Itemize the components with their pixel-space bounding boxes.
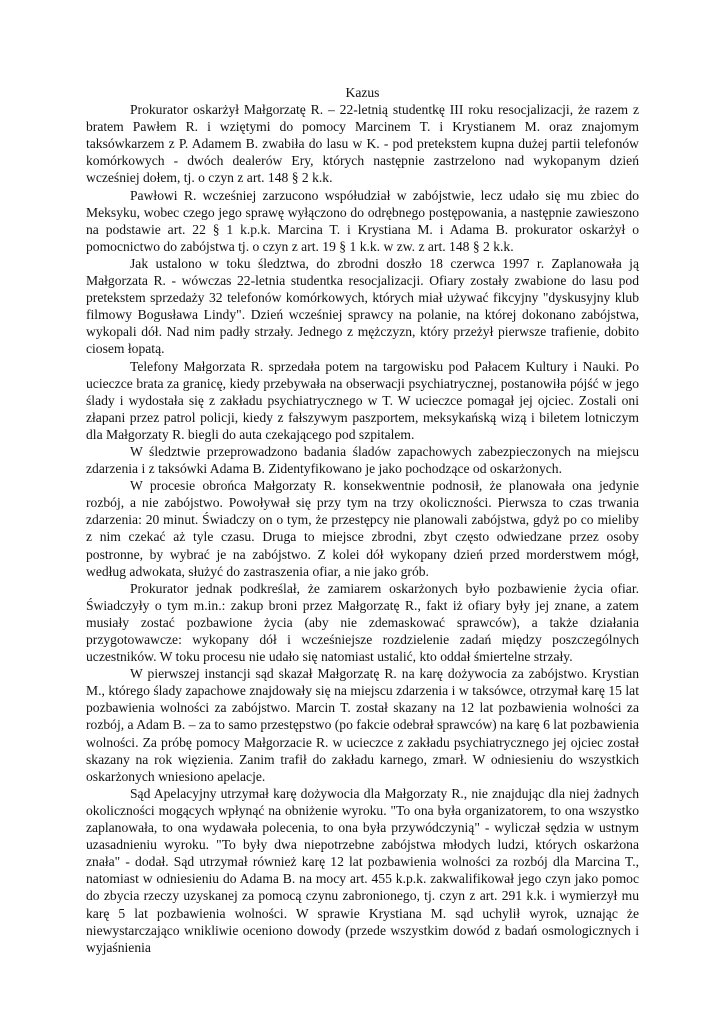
paragraph-phones-escape: Telefony Małgorzata R. sprzedała potem na targowisku pod Pałacem Kultury i Nauki. Po ucieczce brata za granicę, kiedy przebywała na obserwacji psychiatrycznej, postanowiła pójść w jego ślady i wydostała się z zakładu psychiatrycznego w T. W ucieczce pomagał jej ojciec. Zostali oni złapani przez patrol policji, kiedy z fałszywym paszportem, meksykańską wizą i biletem lotniczym dla Małgorzaty R. biegli do auta czekającego pod szpitalem.: [86, 358, 639, 442]
paragraph-appeal: Sąd Apelacyjny utrzymał karę dożywocia dla Małgorzaty R., nie znajdując dla niej żadnych okoliczności mogących wpłynąć na obniżenie wyroku. "To ona była organizatorem, to ona wszystko zaplanowała, to ona wydawała polecenia, to ona była przywódczynią" - wyliczał sędzia w ustnym uzasadnieniu wyroku. "To były dwa niepotrzebne zabójstwa młodych ludzi, których oskarżona znała" - dodał. Sąd utrzymał również karę 12 lat pozbawienia wolności za rozbój dla Marcina T., natomiast w odniesieniu do Adama B. na mocy art. 455 k.p.k. zakwalifikował jego czyn jako pomoc do zbycia rzeczy uzyskanej za pomocą czynu zabronionego, tj. czyn z art. 291 k.k. i wymierzył mu karę 5 lat pozbawienia wolności. W sprawie Krystiana M. sąd uchylił wyrok, uznając że niewystarczająco wnikliwie oceniono dowody (przede wszystkim dowód z badań osmologicznych i wyjaśnienia: [86, 785, 639, 955]
paragraph-charges: Prokurator oskarżył Małgorzatę R. – 22-letnią studentkę III roku resocjalizacji, że razem z bratem Pawłem R. i wziętymi do pomocy Marcinem T. i Krystianem M. oraz znajomym taksówkarzem z P. Adamem B. zwabiła do lasu w K. - pod pretekstem kupna dużej partii telefonów komórkowych - dwóch dealerów Ery, których następnie zastrzelono nad wykopanym dzień wcześniej dołem, tj. o czyn z art. 148 § 2 k.k.: [86, 102, 639, 186]
paragraph-defense: W procesie obrońca Małgorzaty R. konsekwentnie podnosił, że planowała ona jedynie rozbój, a nie zabójstwo. Powoływał się przy tym na trzy okoliczności. Pierwsza to czas trwania zdarzenia: 20 minut. Świadczy on o tym, że przestępcy nie planowali zabójstwa, gdyż po co mieliby z nim czekać aż tyle czasu. Druga to miejsce zbrodni, zbyt często odwiedzane przez osoby postronne, by wybrać je na zabójstwo. Z kolei dół wykopany dzień przed morderstwem mógł, według adwokata, służyć do zastraszenia ofiar, a nie jako grób.: [86, 478, 639, 579]
paragraph-prosecution: Prokurator jednak podkreślał, że zamiarem oskarżonych było pozbawienie życia ofiar. Świadczyły o tym m.in.: zakup broni przez Małgorzatę R., fakt iż ofiary były jej znane, a zatem musiały zostać pozbawione życia (aby nie zdemaskować sprawców), a także działania przygotowawcze: wykopany dół i wcześniejsze rozdzielenie zadań między poszczególnych uczestników. W toku procesu nie udało się natomiast ustalić, kto oddał śmiertelne strzały.: [86, 580, 639, 665]
paragraph-scent-evidence: W śledztwie przeprowadzono badania śladów zapachowych zabezpieczonych na miejscu zdarzenia i z taksówki Adama B. Zidentyfikowano je jako pochodzące od oskarżonych.: [86, 443, 639, 477]
paragraph-investigation: Jak ustalono w toku śledztwa, do zbrodni doszło 18 czerwca 1997 r. Zaplanowała ją Małgorzata R. - wówczas 22-letnia studentka resocjalizacji. Ofiary zostały zwabione do lasu pod pretekstem sprzedaży 32 telefonów komórkowych, których miał używać fikcyjny "dyskusyjny klub filmowy Bogusława Lindy". Dzień wcześniej sprawcy na polanie, na której dokonano zabójstwa, wykopali dół. Nad nim padły strzały. Jednego z mężczyzn, który przeżył pierwsze trafienie, dobito ciosem łopatą.: [86, 255, 639, 357]
paragraph-pawel-escape: Pawłowi R. wcześniej zarzucono współudział w zabójstwie, lecz udało się mu zbiec do Meksyku, wobec czego jego sprawę wyłączono do odrębnego postępowania, a następnie zawieszono na podstawie art. 22 § 1 k.p.k. Marcina T. i Krystiana M. i Adama B. prokurator oskarżył o pomocnictwo do zabójstwa tj. o czyn z art. 19 § 1 k.k. w zw. z art. 148 § 2 k.k.: [86, 187, 639, 254]
paragraph-first-instance: W pierwszej instancji sąd skazał Małgorzatę R. na karę dożywocia za zabójstwo. Krystian M., którego ślady zapachowe znajdowały się na miejscu zdarzenia i w taksówce, otrzymał karę 15 lat pozbawienia wolności za zabójstwo. Marcin T. został skazany na 12 lat pozbawienia wolności za rozbój, a Adam B. – za to samo przestępstwo (po fakcie odebrał sprawców) na karę 6 lat pozbawienia wolności. Za próbę pomocy Małgorzacie R. w ucieczce z zakładu psychiatrycznego jej ojciec został skazany na rok więzienia. Zanim trafił do zakładu karnego, zmarł. W odniesieniu do wszystkich oskarżonych wniesiono apelacje.: [86, 666, 639, 784]
document-page: [86, 84, 639, 956]
document-title: Kazus: [345, 85, 380, 100]
